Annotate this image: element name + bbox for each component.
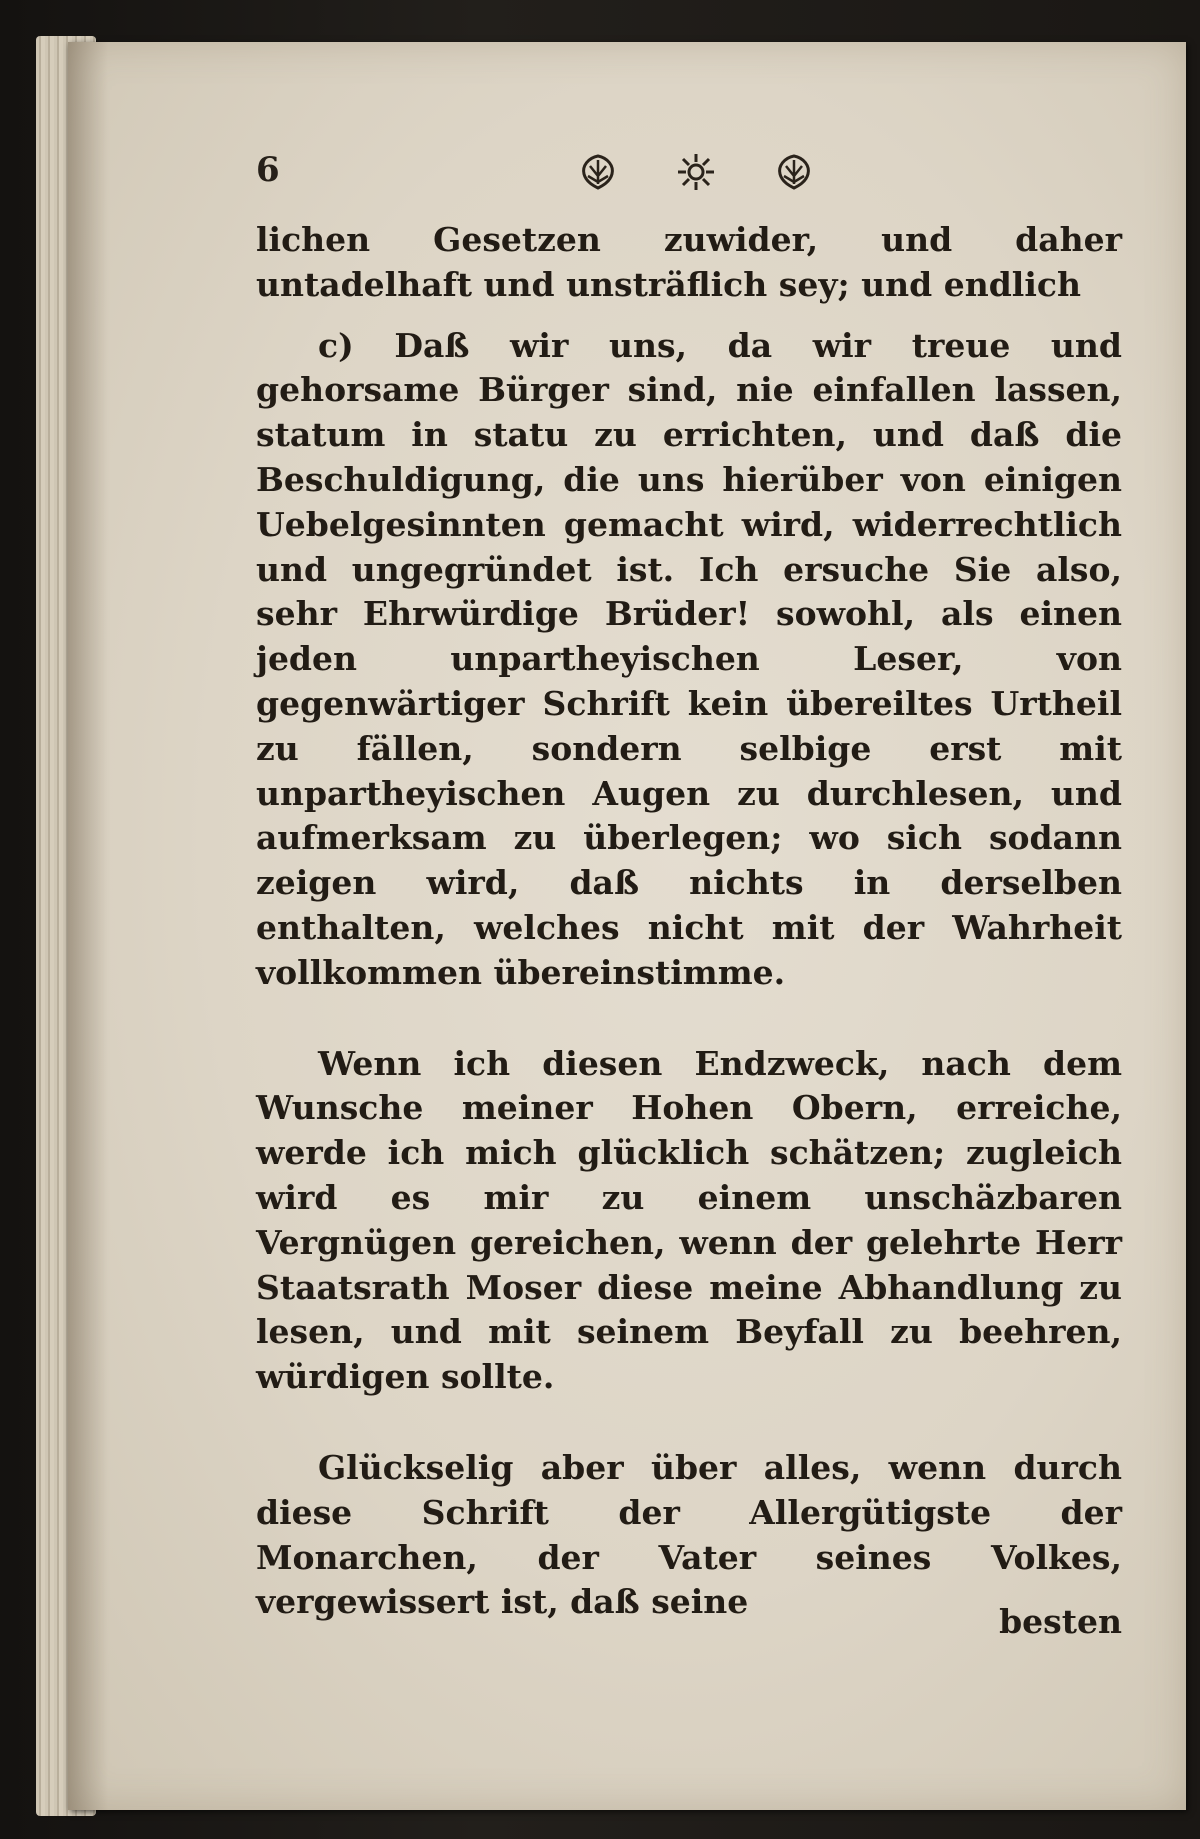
- body-text: [256, 218, 1122, 1625]
- page-gutter-shadow: [68, 42, 108, 1810]
- page-number: 6: [256, 150, 280, 190]
- header-ornaments: [576, 150, 816, 194]
- ornament-left-icon: [576, 150, 620, 194]
- paragraph-continuation: lichen Gesetzen zuwider, und daher untadelhaft und unsträflich sey; und endlich: [256, 220, 1122, 304]
- page-header: [256, 150, 1136, 200]
- ornament-center-icon: [674, 150, 718, 194]
- ornament-right-icon: [772, 150, 816, 194]
- paragraph-point-c: c) Daß wir uns, da wir treue und gehorsame Bürger sind, nie einfallen lassen, statum in statu zu errichten, und daß die Beschuldigung, die uns hierüber von einigen Uebelgesinnten gemacht wird, widerrechtlich und ungegründet ist. Ich ersuche Sie also, sehr Ehrwürdige Brüder! sowohl, als einen jeden unpartheyischen Leser, von gegenwärtiger Schrift kein übereiltes Urtheil zu fällen, sondern selbige erst mit unpartheyischen Augen zu durchlesen, und aufmerksam zu überlegen; wo sich sodann zeigen wird, daß nichts in derselben enthalten, welches nicht mit der Wahrheit vollkommen übereinstimme.: [256, 325, 1122, 992]
- paragraph-wenn: Wenn ich diesen Endzweck, nach dem Wunsche meiner Hohen Obern, erreiche, werde ich mich glücklich schätzen; zugleich wird es mir zu einem unschäzbaren Vergnügen gereichen, wenn der gelehrte Herr Staatsrath Moser diese meine Abhandlung zu lesen, und mit seinem Beyfall zu beehren, würdigen sollte.: [256, 1043, 1122, 1397]
- catchword: besten: [999, 1602, 1122, 1641]
- paragraph-gluckselig: Glückselig aber über alles, wenn durch diese Schrift der Allergütigste der Monarchen, der Vater seines Volkes, vergewissert ist, daß seine: [256, 1447, 1122, 1622]
